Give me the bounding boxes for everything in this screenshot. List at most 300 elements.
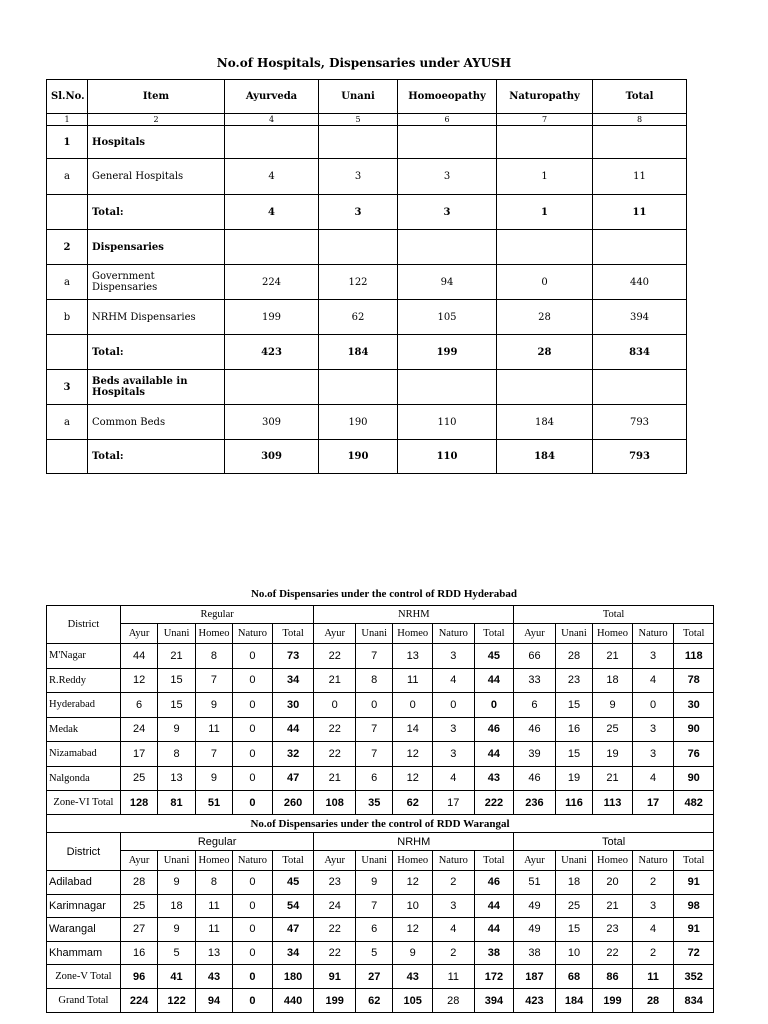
value-cell: 27 — [120, 918, 157, 942]
value-cell: 98 — [674, 894, 714, 918]
value-cell: 7 — [356, 644, 393, 669]
value-cell: 91 — [674, 918, 714, 942]
ayush-value-cell: 394 — [593, 300, 687, 335]
ayush-value-cell: 110 — [398, 440, 497, 474]
district-name: Hyderabad — [47, 693, 121, 718]
ayush-hospitals-table — [46, 79, 687, 474]
ayush-value-cell — [593, 230, 687, 265]
value-cell: 78 — [674, 668, 714, 693]
value-cell: 17 — [433, 791, 475, 815]
value-cell: 34 — [272, 941, 314, 965]
value-cell: 18 — [158, 894, 195, 918]
subcol-header: Total — [474, 851, 514, 871]
district-row — [47, 693, 714, 718]
value-cell: 45 — [474, 644, 514, 669]
value-cell: 25 — [593, 717, 633, 742]
value-cell: 108 — [314, 791, 356, 815]
ayush-colnum-cell: 6 — [398, 114, 497, 126]
ayush-slno-cell: 1 — [47, 126, 88, 159]
group-header: Regular — [120, 606, 314, 624]
value-cell: 49 — [514, 894, 556, 918]
value-cell: 3 — [632, 894, 674, 918]
district-row — [47, 941, 714, 965]
value-cell: 11 — [632, 965, 674, 989]
ayush-colnum-cell: 8 — [593, 114, 687, 126]
ayush-value-cell — [398, 370, 497, 405]
ayush-total-row — [47, 335, 687, 370]
value-cell: 73 — [272, 644, 314, 669]
value-cell: 128 — [120, 791, 157, 815]
subcol-header: Naturo — [233, 851, 273, 871]
ayush-value-cell: 0 — [497, 265, 593, 300]
ayush-section-row — [47, 126, 687, 159]
subcol-header: Total — [674, 851, 714, 871]
value-cell: 30 — [272, 693, 314, 718]
value-cell: 27 — [356, 965, 393, 989]
value-cell: 8 — [356, 668, 393, 693]
value-cell: 91 — [674, 871, 714, 895]
ayush-section-row — [47, 370, 687, 405]
value-cell: 3 — [632, 742, 674, 767]
ayush-item-cell: Beds available in Hospitals — [88, 370, 225, 405]
zone-total-row — [47, 791, 714, 815]
value-cell: 43 — [474, 766, 514, 791]
value-cell: 96 — [120, 965, 157, 989]
ayush-value-cell: 793 — [593, 405, 687, 440]
value-cell: 11 — [195, 918, 232, 942]
value-cell: 25 — [120, 766, 157, 791]
value-cell: 24 — [314, 894, 356, 918]
value-cell: 24 — [120, 717, 157, 742]
value-cell: 25 — [555, 894, 592, 918]
group-header: Regular — [120, 833, 314, 851]
value-cell: 86 — [593, 965, 633, 989]
value-cell: 0 — [233, 871, 273, 895]
value-cell: 6 — [356, 918, 393, 942]
value-cell: 4 — [433, 766, 475, 791]
value-cell: 18 — [593, 668, 633, 693]
ayush-colnum-cell: 7 — [497, 114, 593, 126]
subcol-header: Total — [474, 624, 514, 644]
value-cell: 4 — [632, 766, 674, 791]
hyderabad-subcol-header-row — [47, 624, 714, 644]
ayush-value-cell — [319, 230, 398, 265]
district-row — [47, 644, 714, 669]
ayush-value-cell: 122 — [319, 265, 398, 300]
subcol-header: Ayur — [314, 624, 356, 644]
ayush-total-row — [47, 440, 687, 474]
district-header: District — [47, 833, 121, 871]
value-cell: 45 — [272, 871, 314, 895]
value-cell: 352 — [674, 965, 714, 989]
value-cell: 22 — [314, 742, 356, 767]
group-header: Total — [514, 833, 714, 851]
value-cell: 12 — [393, 871, 433, 895]
subcol-header: Naturo — [632, 851, 674, 871]
value-cell: 3 — [433, 894, 475, 918]
ayush-colnum-cell: 1 — [47, 114, 88, 126]
district-row — [47, 918, 714, 942]
subcol-header: Homeo — [195, 624, 232, 644]
value-cell: 0 — [632, 693, 674, 718]
value-cell: 4 — [433, 668, 475, 693]
ayush-value-cell: 834 — [593, 335, 687, 370]
value-cell: 0 — [433, 693, 475, 718]
ayush-slno-cell — [47, 440, 88, 474]
value-cell: 12 — [393, 766, 433, 791]
ayush-item-row — [47, 265, 687, 300]
ayush-item-cell: Total: — [88, 335, 225, 370]
group-header: NRHM — [314, 833, 514, 851]
ayush-item-cell: General Hospitals — [88, 159, 225, 195]
ayush-colnum-cell: 5 — [319, 114, 398, 126]
value-cell: 32 — [272, 742, 314, 767]
value-cell: 12 — [393, 742, 433, 767]
ayush-value-cell: 793 — [593, 440, 687, 474]
subcol-header: Naturo — [632, 624, 674, 644]
value-cell: 6 — [514, 693, 556, 718]
district-name: Zone-VI Total — [47, 791, 121, 815]
ayush-item-row — [47, 405, 687, 440]
ayush-section-row — [47, 230, 687, 265]
value-cell: 94 — [195, 989, 232, 1013]
value-cell: 28 — [433, 989, 475, 1013]
value-cell: 9 — [195, 693, 232, 718]
district-row — [47, 668, 714, 693]
value-cell: 222 — [474, 791, 514, 815]
ayush-value-cell: 199 — [225, 300, 319, 335]
ayush-value-cell: 224 — [225, 265, 319, 300]
value-cell: 3 — [632, 717, 674, 742]
value-cell: 199 — [593, 989, 633, 1013]
ayush-value-cell: 184 — [497, 405, 593, 440]
district-row — [47, 871, 714, 895]
ayush-header-cell: Ayurveda — [225, 80, 319, 114]
district-row — [47, 717, 714, 742]
value-cell: 15 — [158, 693, 195, 718]
value-cell: 7 — [195, 742, 232, 767]
value-cell: 15 — [555, 693, 592, 718]
ayush-value-cell — [497, 126, 593, 159]
value-cell: 19 — [555, 766, 592, 791]
ayush-value-cell: 423 — [225, 335, 319, 370]
subcol-header: Unani — [555, 851, 592, 871]
value-cell: 180 — [272, 965, 314, 989]
value-cell: 41 — [158, 965, 195, 989]
value-cell: 11 — [433, 965, 475, 989]
ayush-value-cell — [497, 370, 593, 405]
ayush-item-cell: Hospitals — [88, 126, 225, 159]
value-cell: 33 — [514, 668, 556, 693]
value-cell: 394 — [474, 989, 514, 1013]
zone-total-row — [47, 965, 714, 989]
subcol-header: Total — [674, 624, 714, 644]
group-header: Total — [514, 606, 714, 624]
rdd-warangal-title-row — [47, 815, 714, 833]
district-row — [47, 742, 714, 767]
ayush-colnum-cell: 4 — [225, 114, 319, 126]
ayush-slno-cell — [47, 335, 88, 370]
value-cell: 91 — [314, 965, 356, 989]
value-cell: 118 — [674, 644, 714, 669]
ayush-value-cell: 28 — [497, 335, 593, 370]
value-cell: 22 — [593, 941, 633, 965]
value-cell: 18 — [555, 871, 592, 895]
ayush-slno-cell — [47, 195, 88, 230]
value-cell: 236 — [514, 791, 556, 815]
value-cell: 4 — [632, 918, 674, 942]
value-cell: 38 — [514, 941, 556, 965]
value-cell: 20 — [593, 871, 633, 895]
value-cell: 105 — [393, 989, 433, 1013]
ayush-slno-cell: b — [47, 300, 88, 335]
ayush-value-cell: 190 — [319, 440, 398, 474]
value-cell: 9 — [393, 941, 433, 965]
subcol-header: Unani — [356, 624, 393, 644]
value-cell: 21 — [158, 644, 195, 669]
value-cell: 11 — [195, 894, 232, 918]
value-cell: 22 — [314, 644, 356, 669]
ayush-value-cell: 199 — [398, 335, 497, 370]
ayush-table-title: No.of Hospitals, Dispensaries under AYUSH — [216, 56, 512, 70]
value-cell: 0 — [233, 693, 273, 718]
zone-total-row — [47, 989, 714, 1013]
ayush-value-cell — [319, 370, 398, 405]
ayush-value-cell: 309 — [225, 405, 319, 440]
ayush-value-cell: 28 — [497, 300, 593, 335]
value-cell: 122 — [158, 989, 195, 1013]
ayush-item-cell: Dispensaries — [88, 230, 225, 265]
value-cell: 81 — [158, 791, 195, 815]
value-cell: 172 — [474, 965, 514, 989]
ayush-value-cell: 190 — [319, 405, 398, 440]
value-cell: 6 — [356, 766, 393, 791]
ayush-slno-cell: a — [47, 159, 88, 195]
district-header: District — [47, 606, 121, 644]
district-name: Khammam — [47, 941, 121, 965]
value-cell: 9 — [158, 717, 195, 742]
value-cell: 34 — [272, 668, 314, 693]
ayush-value-cell: 105 — [398, 300, 497, 335]
value-cell: 2 — [632, 871, 674, 895]
district-row — [47, 894, 714, 918]
ayush-slno-cell: 3 — [47, 370, 88, 405]
value-cell: 8 — [158, 742, 195, 767]
value-cell: 38 — [474, 941, 514, 965]
value-cell: 72 — [674, 941, 714, 965]
value-cell: 44 — [474, 894, 514, 918]
subcol-header: Homeo — [593, 624, 633, 644]
subcol-header: Naturo — [233, 624, 273, 644]
subcol-header: Homeo — [393, 624, 433, 644]
value-cell: 8 — [195, 644, 232, 669]
ayush-header-cell: Item — [88, 80, 225, 114]
ayush-value-cell: 3 — [398, 159, 497, 195]
hyderabad-group-header-row — [47, 606, 714, 624]
value-cell: 22 — [314, 941, 356, 965]
ayush-value-cell: 4 — [225, 159, 319, 195]
subcol-header: Unani — [158, 624, 195, 644]
value-cell: 62 — [393, 791, 433, 815]
subcol-header: Naturo — [433, 851, 475, 871]
ayush-value-cell — [593, 126, 687, 159]
value-cell: 423 — [514, 989, 556, 1013]
ayush-item-cell: Common Beds — [88, 405, 225, 440]
value-cell: 0 — [393, 693, 433, 718]
ayush-colnum-cell: 2 — [88, 114, 225, 126]
district-name: Karimnagar — [47, 894, 121, 918]
subcol-header: Homeo — [393, 851, 433, 871]
ayush-item-row — [47, 300, 687, 335]
value-cell: 482 — [674, 791, 714, 815]
value-cell: 9 — [195, 766, 232, 791]
ayush-value-cell: 4 — [225, 195, 319, 230]
value-cell: 8 — [195, 871, 232, 895]
ayush-value-cell — [319, 126, 398, 159]
value-cell: 0 — [233, 989, 273, 1013]
value-cell: 44 — [120, 644, 157, 669]
value-cell: 834 — [674, 989, 714, 1013]
value-cell: 23 — [555, 668, 592, 693]
district-name: Medak — [47, 717, 121, 742]
value-cell: 10 — [393, 894, 433, 918]
value-cell: 10 — [555, 941, 592, 965]
subcol-header: Ayur — [314, 851, 356, 871]
value-cell: 3 — [632, 644, 674, 669]
value-cell: 0 — [233, 918, 273, 942]
value-cell: 15 — [158, 668, 195, 693]
ayush-slno-cell: a — [47, 265, 88, 300]
value-cell: 199 — [314, 989, 356, 1013]
value-cell: 2 — [433, 941, 475, 965]
ayush-total-row — [47, 195, 687, 230]
value-cell: 6 — [120, 693, 157, 718]
rdd-hyderabad-title: No.of Dispensaries under the control of RDD Hyderabad — [250, 588, 518, 600]
value-cell: 21 — [593, 766, 633, 791]
value-cell: 0 — [314, 693, 356, 718]
ayush-slno-cell: a — [47, 405, 88, 440]
value-cell: 3 — [433, 717, 475, 742]
value-cell: 49 — [514, 918, 556, 942]
value-cell: 23 — [314, 871, 356, 895]
value-cell: 0 — [233, 717, 273, 742]
value-cell: 224 — [120, 989, 157, 1013]
value-cell: 16 — [120, 941, 157, 965]
ayush-value-cell — [225, 230, 319, 265]
ayush-item-cell: Total: — [88, 195, 225, 230]
ayush-item-cell: Total: — [88, 440, 225, 474]
value-cell: 5 — [158, 941, 195, 965]
ayush-value-cell — [398, 230, 497, 265]
value-cell: 21 — [314, 766, 356, 791]
value-cell: 62 — [356, 989, 393, 1013]
value-cell: 4 — [433, 918, 475, 942]
value-cell: 21 — [593, 644, 633, 669]
value-cell: 39 — [514, 742, 556, 767]
value-cell: 12 — [393, 918, 433, 942]
value-cell: 25 — [120, 894, 157, 918]
value-cell: 0 — [233, 941, 273, 965]
value-cell: 7 — [356, 742, 393, 767]
ayush-value-cell: 1 — [497, 195, 593, 230]
ayush-value-cell: 1 — [497, 159, 593, 195]
subcol-header: Ayur — [120, 624, 157, 644]
value-cell: 7 — [195, 668, 232, 693]
value-cell: 7 — [356, 717, 393, 742]
value-cell: 47 — [272, 918, 314, 942]
warangal-subcol-header-row — [47, 851, 714, 871]
subcol-header: Unani — [158, 851, 195, 871]
value-cell: 22 — [314, 918, 356, 942]
value-cell: 17 — [120, 742, 157, 767]
ayush-value-cell — [497, 230, 593, 265]
value-cell: 9 — [593, 693, 633, 718]
subcol-header: Ayur — [514, 851, 556, 871]
district-name: R.Reddy — [47, 668, 121, 693]
value-cell: 13 — [158, 766, 195, 791]
value-cell: 113 — [593, 791, 633, 815]
district-name: Adilabad — [47, 871, 121, 895]
value-cell: 43 — [393, 965, 433, 989]
value-cell: 30 — [674, 693, 714, 718]
ayush-value-cell: 3 — [398, 195, 497, 230]
value-cell: 3 — [433, 644, 475, 669]
value-cell: 4 — [632, 668, 674, 693]
ayush-header-cell: Sl.No. — [47, 80, 88, 114]
value-cell: 28 — [632, 989, 674, 1013]
value-cell: 440 — [272, 989, 314, 1013]
ayush-colnum-row — [47, 114, 687, 126]
value-cell: 51 — [514, 871, 556, 895]
value-cell: 44 — [474, 918, 514, 942]
ayush-value-cell: 3 — [319, 159, 398, 195]
value-cell: 51 — [195, 791, 232, 815]
ayush-value-cell — [593, 370, 687, 405]
value-cell: 44 — [474, 742, 514, 767]
ayush-value-cell: 184 — [319, 335, 398, 370]
ayush-value-cell: 11 — [593, 159, 687, 195]
district-name: Nalgonda — [47, 766, 121, 791]
subcol-header: Unani — [356, 851, 393, 871]
ayush-item-cell: Government Dispensaries — [88, 265, 225, 300]
ayush-value-cell: 62 — [319, 300, 398, 335]
value-cell: 2 — [632, 941, 674, 965]
value-cell: 21 — [314, 668, 356, 693]
subcol-header: Ayur — [514, 624, 556, 644]
ayush-value-cell — [225, 370, 319, 405]
value-cell: 9 — [158, 871, 195, 895]
subcol-header: Total — [272, 624, 314, 644]
value-cell: 76 — [674, 742, 714, 767]
ayush-value-cell: 11 — [593, 195, 687, 230]
value-cell: 21 — [593, 894, 633, 918]
value-cell: 43 — [195, 965, 232, 989]
ayush-value-cell: 184 — [497, 440, 593, 474]
value-cell: 90 — [674, 766, 714, 791]
subcol-header: Homeo — [593, 851, 633, 871]
value-cell: 19 — [593, 742, 633, 767]
value-cell: 0 — [233, 742, 273, 767]
value-cell: 46 — [474, 871, 514, 895]
ayush-value-cell: 440 — [593, 265, 687, 300]
district-name: Nizamabad — [47, 742, 121, 767]
ayush-value-cell — [398, 126, 497, 159]
ayush-item-row — [47, 159, 687, 195]
value-cell: 0 — [233, 965, 273, 989]
district-name: Warangal — [47, 918, 121, 942]
subcol-header: Naturo — [433, 624, 475, 644]
value-cell: 0 — [233, 668, 273, 693]
